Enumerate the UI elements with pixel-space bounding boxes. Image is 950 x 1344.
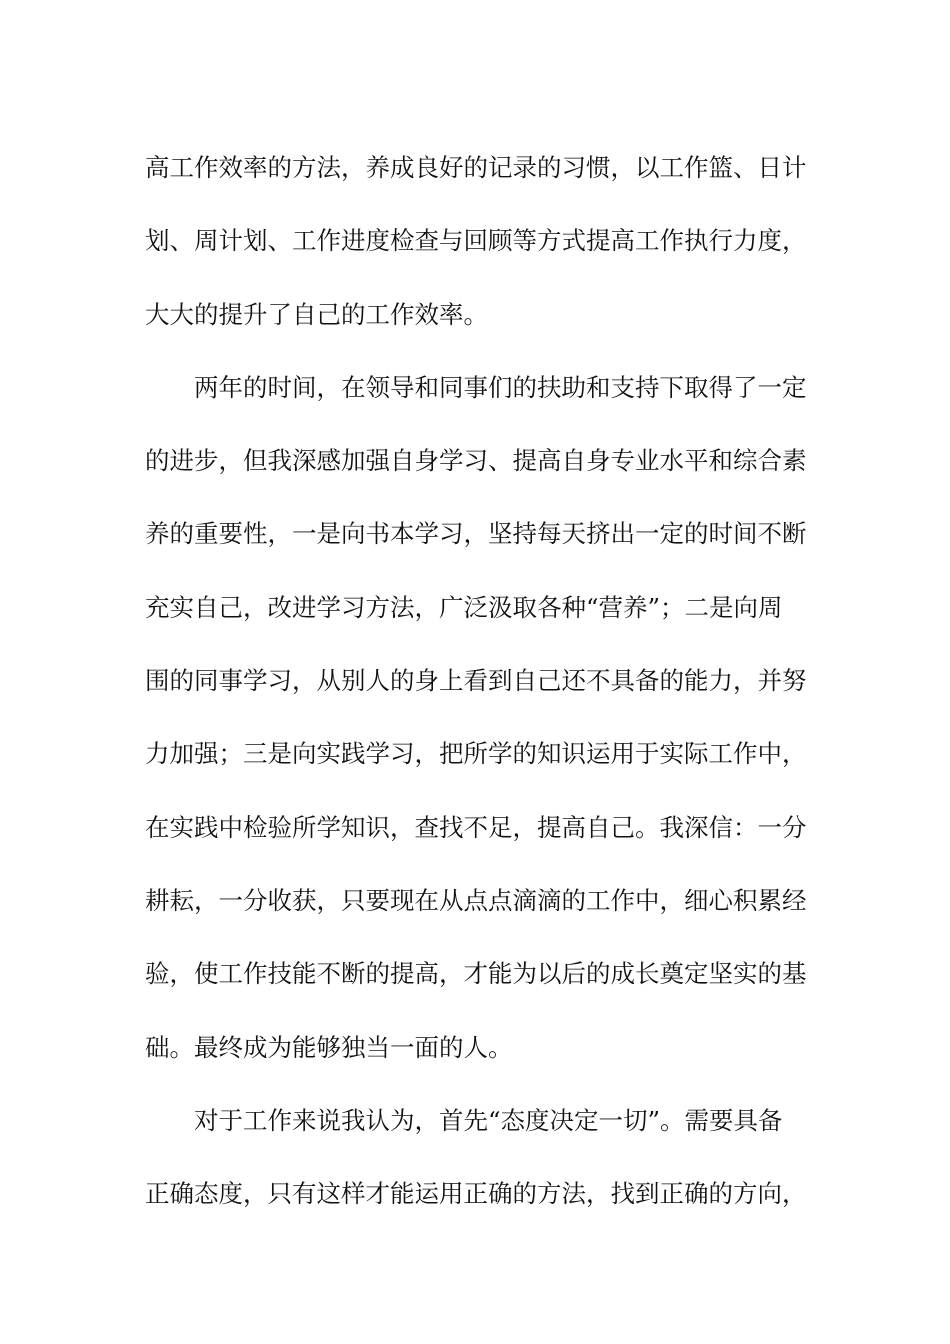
paragraph-1 xyxy=(145,131,805,351)
paragraph-2 xyxy=(145,351,805,1084)
text-line: 两年的时间，在领导和同事们的扶助和支持下取得了一定 xyxy=(194,372,807,402)
text-line: 验，使工作技能不断的提高，才能为以后的成长奠定坚实的基 xyxy=(145,959,807,989)
text-line: 划、周计划、工作进度检查与回顾等方式提高工作执行力度， xyxy=(145,226,807,256)
text-line: 正确态度，只有这样才能运用正确的方法，找到正确的方向， xyxy=(145,1179,807,1209)
text-line: 高工作效率的方法，养成良好的记录的习惯，以工作篮、日计 xyxy=(145,153,807,182)
text-line: 养的重要性，一是向书本学习，坚持每天挤出一定的时间不断 xyxy=(145,519,807,549)
document-body xyxy=(145,131,805,1230)
text-line: 础。最终成为能够独当一面的人。 xyxy=(145,1032,513,1062)
text-line: 力加强；三是向实践学习，把所学的知识运用于实际工作中， xyxy=(145,739,807,769)
text-line: 对于工作来说我认为，首先“态度决定一切”。需要具备 xyxy=(194,1105,783,1135)
text-line: 耕耘，一分收获，只要现在从点点滴滴的工作中，细心积累经 xyxy=(145,885,807,915)
paragraph-3 xyxy=(145,1084,805,1231)
text-line: 大大的提升了自己的工作效率。 xyxy=(145,299,488,329)
text-line: 围的同事学习，从别人的身上看到自己还不具备的能力，并努 xyxy=(145,666,807,696)
text-line: 在实践中检验所学知识，查找不足，提高自己。我深信：一分 xyxy=(145,812,807,842)
text-line: 的进步，但我深感加强自身学习、提高自身专业水平和综合素 xyxy=(145,446,807,476)
text-line: 充实自己，改进学习方法，广泛汲取各种“营养”；二是向周 xyxy=(145,592,783,622)
